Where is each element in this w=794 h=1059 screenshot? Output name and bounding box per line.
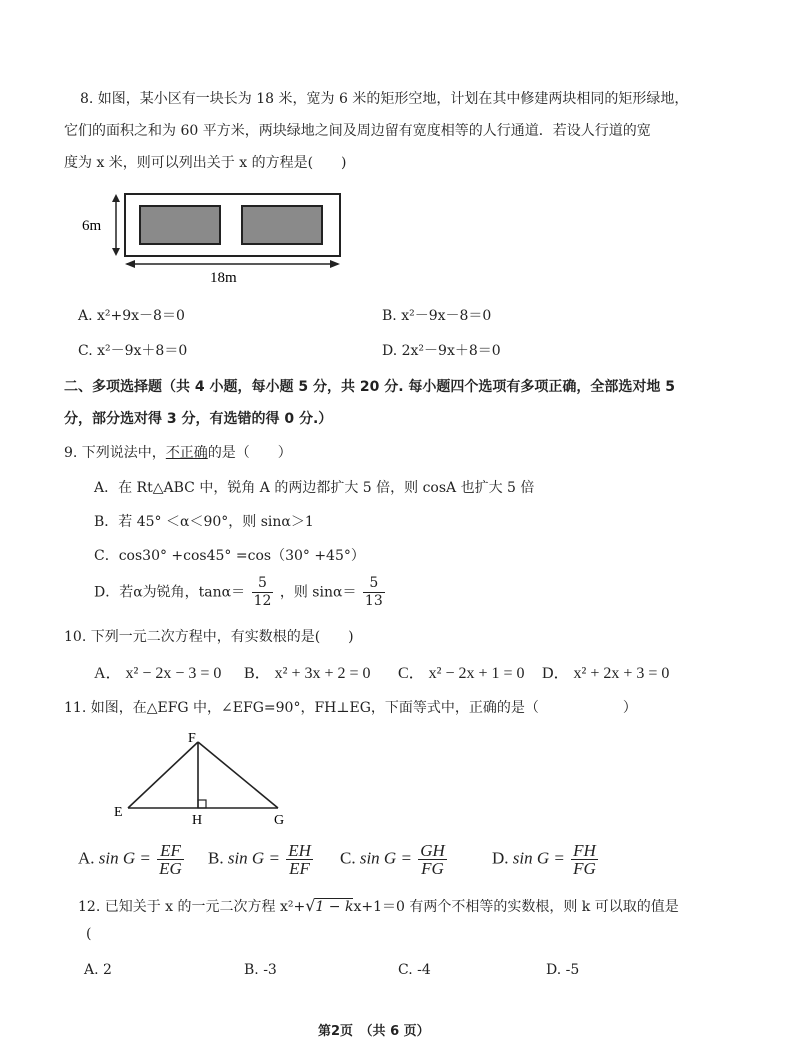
- section2-line1: 二、多项选择题（共 4 小题，每小题 5 分，共 20 分. 每小题四个选项有多项正确，全部选对地 5: [64, 379, 676, 395]
- q11-triangle-figure: [108, 728, 298, 828]
- q12-option-a: A. 2: [84, 962, 112, 978]
- sqrt-sign: √: [305, 896, 316, 915]
- q11-option-b-fraction: [286, 842, 313, 877]
- q11-option-a-label: A.: [78, 848, 95, 868]
- q11-option-a: [78, 842, 186, 877]
- numerator: EF: [157, 842, 184, 860]
- section2-line2: 分，部分选对得 3 分，有选错的得 0 分.）: [64, 411, 333, 427]
- q8-option-b: B. x²－9x－8＝0: [382, 308, 492, 324]
- q12-option-d: D. -5: [546, 962, 580, 978]
- q10-option-c: C． x² − 2x + 1 = 0: [398, 665, 525, 682]
- q11-stem: 11. 如图，在△EFG 中，∠EFG=90°，FH⊥EG，下面等式中，正确的是（ ）: [64, 700, 637, 716]
- frac1-denominator: 12: [253, 593, 272, 609]
- width-label: 18m: [210, 270, 237, 286]
- q11-option-c-fraction: [418, 842, 447, 877]
- q12-stem: [78, 896, 679, 916]
- denominator: EG: [159, 859, 182, 878]
- page-footer: 第2页 （共 6 页）: [318, 1024, 430, 1039]
- denominator: FG: [421, 859, 444, 878]
- q9-option-d: [94, 575, 387, 610]
- q9-option-a: A．在 Rt△ABC 中，锐角 A 的两边都扩大 5 倍，则 cosA 也扩大 5 倍: [94, 480, 535, 496]
- label-g: G: [274, 813, 285, 828]
- q11-option-a-sin: sin G =: [98, 848, 151, 868]
- q10-stem: 10. 下列一元二次方程中，有实数根的是( ): [64, 629, 354, 645]
- q11-option-d-sin: sin G =: [512, 848, 565, 868]
- q9-fraction-2: [363, 575, 385, 610]
- q10-option-b: B． x² + 3x + 2 = 0: [244, 665, 371, 682]
- frac1-numerator: 5: [252, 575, 274, 593]
- q11-option-c-label: C.: [340, 848, 356, 868]
- q11-option-b-sin: sin G =: [227, 848, 280, 868]
- q12-option-b: B. -3: [244, 962, 277, 978]
- q12-option-c: C. -4: [398, 962, 431, 978]
- q10-option-a: A． x² − 2x − 3 = 0: [94, 665, 222, 682]
- denominator: FG: [573, 859, 596, 878]
- q9-option-d-pre: D．若α为锐角，tanα＝: [94, 584, 246, 601]
- frac2-numerator: 5: [363, 575, 385, 593]
- q8-line3: 度为 x 米，则可以列出关于 x 的方程是( ): [64, 155, 347, 171]
- green-plot-right: [242, 206, 322, 244]
- label-e: E: [114, 805, 123, 820]
- denominator: EF: [289, 859, 310, 878]
- q8-option-d: D. 2x²－9x＋8＝0: [382, 343, 501, 359]
- q9-stem-post: 的是（ ）: [207, 445, 292, 461]
- q11-option-c-sin: sin G =: [359, 848, 412, 868]
- q9-option-c: C．cos30° +cos45° =cos（30° +45°）: [94, 548, 365, 564]
- q11-option-c: [340, 842, 449, 877]
- q12-paren: (: [86, 926, 92, 942]
- q12-stem-pre: 12. 已知关于 x 的一元二次方程 x²+: [78, 899, 306, 915]
- q11-option-b-label: B.: [208, 848, 224, 868]
- q11-option-d-fraction: [571, 842, 598, 877]
- q11-option-d: [492, 842, 600, 877]
- height-label: 6m: [82, 218, 102, 234]
- label-h: H: [192, 813, 203, 828]
- label-f: F: [188, 731, 196, 746]
- q9-option-d-mid: ，则 sinα＝: [279, 584, 357, 601]
- q8-option-c: C. x²－9x＋8＝0: [78, 343, 188, 359]
- q8-option-a: A. x²+9x－8＝0: [78, 308, 185, 324]
- q11-option-d-label: D.: [492, 848, 509, 868]
- q8-line2: 它们的面积之和为 60 平方米，两块绿地之间及周边留有宽度相等的人行通道．若设人行道的宽: [64, 123, 651, 139]
- numerator: FH: [573, 841, 596, 860]
- q12-sqrt-content: 1 − k: [315, 899, 354, 915]
- green-plot-left: [140, 206, 220, 244]
- q10-option-d: D． x² + 2x + 3 = 0: [542, 665, 670, 682]
- q9-stem-pre: 9. 下列说法中，: [64, 445, 166, 461]
- frac2-denominator: 13: [364, 593, 383, 609]
- numerator: GH: [420, 841, 445, 860]
- q11-option-a-fraction: [157, 842, 184, 877]
- q9-option-b: B．若 45° ＜α＜90°，则 sinα＞1: [94, 514, 314, 530]
- q9-fraction-1: [252, 575, 274, 610]
- q9-stem: [64, 442, 292, 462]
- q9-stem-underlined: 不正确: [165, 445, 208, 461]
- q8-line1: 8. 如图，某小区有一块长为 18 米，宽为 6 米的矩形空地，计划在其中修建两块相同的矩形绿地，: [80, 91, 689, 107]
- q8-rectangle-figure: [80, 186, 350, 286]
- q12-stem-post: x+1＝0 有两个不相等的实数根，则 k 可以取的值是: [353, 899, 679, 915]
- q11-option-b: [208, 842, 315, 877]
- numerator: EH: [288, 841, 311, 860]
